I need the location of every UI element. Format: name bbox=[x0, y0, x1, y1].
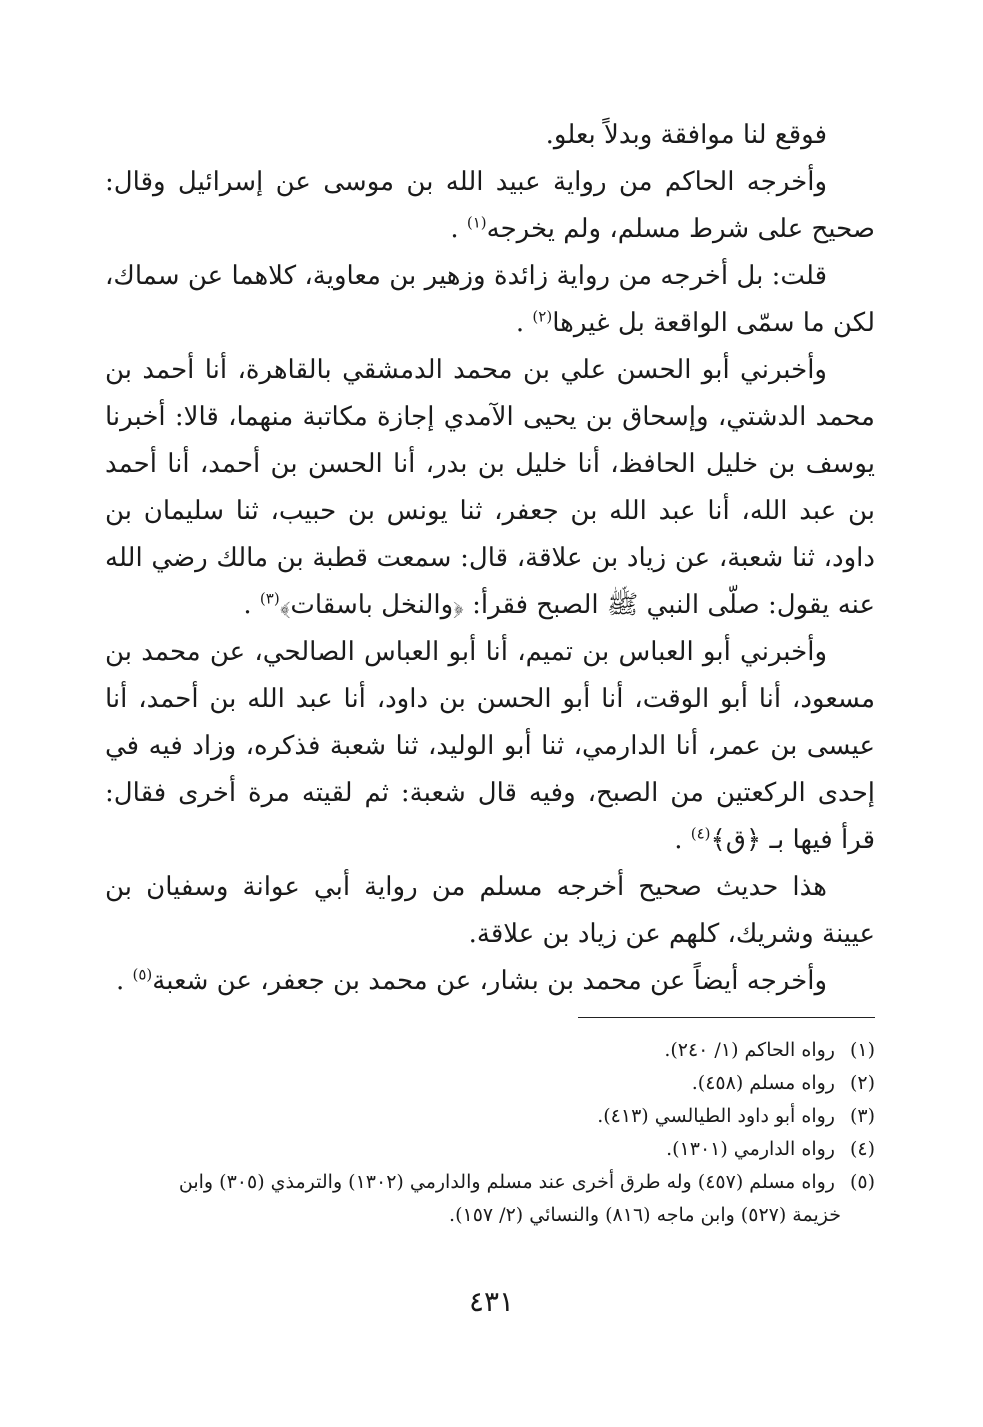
footnote bbox=[105, 1034, 875, 1067]
paragraph-text: فوقع لنا موافقة وبدلاً بعلو. bbox=[545, 120, 827, 150]
paragraph: وأخبرني أبو الحسن علي بن محمد الدمشقي بالقاهرة، أنا أحمد بن محمد الدشتي، وإسحاق بن يحيى الآمدي إجازة مكاتبة منهما، قالا: أخبرنا يوسف بن خليل الحافظ، أنا خليل بن بدر، أنا الحسن بن أحمد، أنا أحمد بن عبد الله، أنا عبد الله بن جعفر، ثنا يونس بن حبيب، ثنا سليمان بن داود، ثنا شعبة، عن زياد بن علاقة، قال: سمعت قطبة بن مالك رضي الله عنه يقول: صلّى النبي ﷺ الصبح فقرأ: ﴿والنخل باسقات﴾$^{(٣)}$ . bbox=[105, 355, 875, 620]
footnote-text: خزيمة (٥٢٧) وابن ماجه (٨١٦) والنسائي (٢/ ١٥٧). bbox=[449, 1204, 841, 1226]
footnote-number: (٤) bbox=[849, 1138, 875, 1160]
footnote-ref: (٤) bbox=[690, 824, 711, 843]
footnote bbox=[105, 1133, 875, 1166]
footnote-text: رواه مسلم (٤٥٨). bbox=[691, 1072, 835, 1094]
footnote-continuation bbox=[105, 1199, 875, 1232]
footnote-ref: (٣) bbox=[259, 589, 280, 608]
paragraph: وأخرجه أيضاً عن محمد بن بشار، عن محمد بن جعفر، عن شعبة$^{(٥)}$ . bbox=[115, 965, 827, 996]
footnote-ref: (٢) bbox=[532, 307, 553, 326]
paragraph-text: وأخرجه الحاكم من رواية عبيد الله بن موسى عن إسرائيل وقال: صحيح على شرط مسلم، ولم يخرجه bbox=[105, 167, 875, 244]
footnote-text: رواه الحاكم (١/ ٢٤٠). bbox=[664, 1039, 835, 1061]
footnote-number: (٣) bbox=[849, 1105, 875, 1127]
footnotes bbox=[105, 1034, 875, 1232]
page-number: ٤٣١ bbox=[468, 1285, 515, 1318]
footnote-text: رواه الدارمي (١٣٠١). bbox=[666, 1138, 835, 1160]
footnote-number: (٥) bbox=[849, 1171, 875, 1193]
footnote-ref: (٥) bbox=[132, 965, 153, 984]
footnote-ref: (١) bbox=[466, 213, 487, 232]
footnote bbox=[105, 1067, 875, 1100]
footnote-text: رواه مسلم (٤٥٧) وله طرق أخرى عند مسلم والدارمي (١٣٠٢) والترمذي (٣٠٥) وابن bbox=[178, 1171, 835, 1193]
footnote-number: (٢) bbox=[849, 1072, 875, 1094]
paragraph: وأخبرني أبو العباس بن تميم، أنا أبو العباس الصالحي، عن محمد بن مسعود، أنا أبو الوقت، أنا أبو الحسن بن داود، أنا عبد الله بن أحمد، أنا عيسى بن عمر، أنا الدارمي، ثنا أبو الوليد، ثنا شعبة فذكره، وزاد فيه في إحدى الركعتين من الصبح، وفيه قال شعبة: ثم لقيته مرة أخرى فقال: قرأ فيها بـ ﴿ق﴾$^{(٤)}$ . bbox=[105, 637, 875, 855]
paragraph: قلت: بل أخرجه من رواية زائدة وزهير بن معاوية، كلاهما عن سماك، لكن ما سمّى الواقعة بل غيرها$^{(٢)}$ . bbox=[105, 261, 875, 338]
paragraph bbox=[105, 112, 875, 159]
paragraph: وأخرجه الحاكم من رواية عبيد الله بن موسى عن إسرائيل وقال: صحيح على شرط مسلم، ولم يخرجه$^{(١)}$ . bbox=[105, 167, 875, 244]
footnote-divider bbox=[578, 1017, 875, 1018]
paragraph bbox=[105, 864, 875, 958]
footnote bbox=[105, 1100, 875, 1133]
paragraph-text: وأخبرني أبو العباس بن تميم، أنا أبو العباس الصالحي، عن محمد بن مسعود، أنا أبو الوقت، أنا أبو الحسن بن داود، أنا عبد الله بن أحمد، أنا عيسى بن عمر، أنا الدارمي، ثنا أبو الوليد، ثنا شعبة فذكره، وزاد فيه في إحدى الركعتين من الصبح، وفيه قال شعبة: ثم لقيته مرة أخرى فقال: قرأ فيها بـ ﴿ق﴾ bbox=[105, 637, 875, 855]
paragraph-text: وأخرجه أيضاً عن محمد بن بشار، عن محمد بن جعفر، عن شعبة bbox=[152, 966, 827, 996]
footnote-number: (١) bbox=[849, 1039, 875, 1061]
paragraph-text: هذا حديث صحيح أخرجه مسلم من رواية أبي عوانة وسفيان بن عيينة وشريك، كلهم عن زياد بن علاقة. bbox=[105, 872, 875, 949]
paragraph-text: وأخبرني أبو الحسن علي بن محمد الدمشقي بالقاهرة، أنا أحمد بن محمد الدشتي، وإسحاق بن يحيى الآمدي إجازة مكاتبة منهما، قالا: أخبرنا يوسف بن خليل الحافظ، أنا خليل بن بدر، أنا الحسن بن أحمد، أنا أحمد بن عبد الله، أنا عبد الله بن جعفر، ثنا يونس بن حبيب، ثنا سليمان بن داود، ثنا شعبة، عن زياد بن علاقة، قال: سمعت قطبة بن مالك رضي الله عنه يقول: صلّى النبي ﷺ الصبح فقرأ: ﴿والنخل باسقات﴾ bbox=[105, 355, 875, 620]
main-text bbox=[105, 112, 875, 1005]
footnote bbox=[105, 1166, 875, 1199]
paragraph-text: قلت: بل أخرجه من رواية زائدة وزهير بن معاوية، كلاهما عن سماك، لكن ما سمّى الواقعة بل غيرها bbox=[105, 261, 875, 338]
footnote-text: رواه أبو داود الطيالسي (٤١٣). bbox=[597, 1105, 835, 1127]
